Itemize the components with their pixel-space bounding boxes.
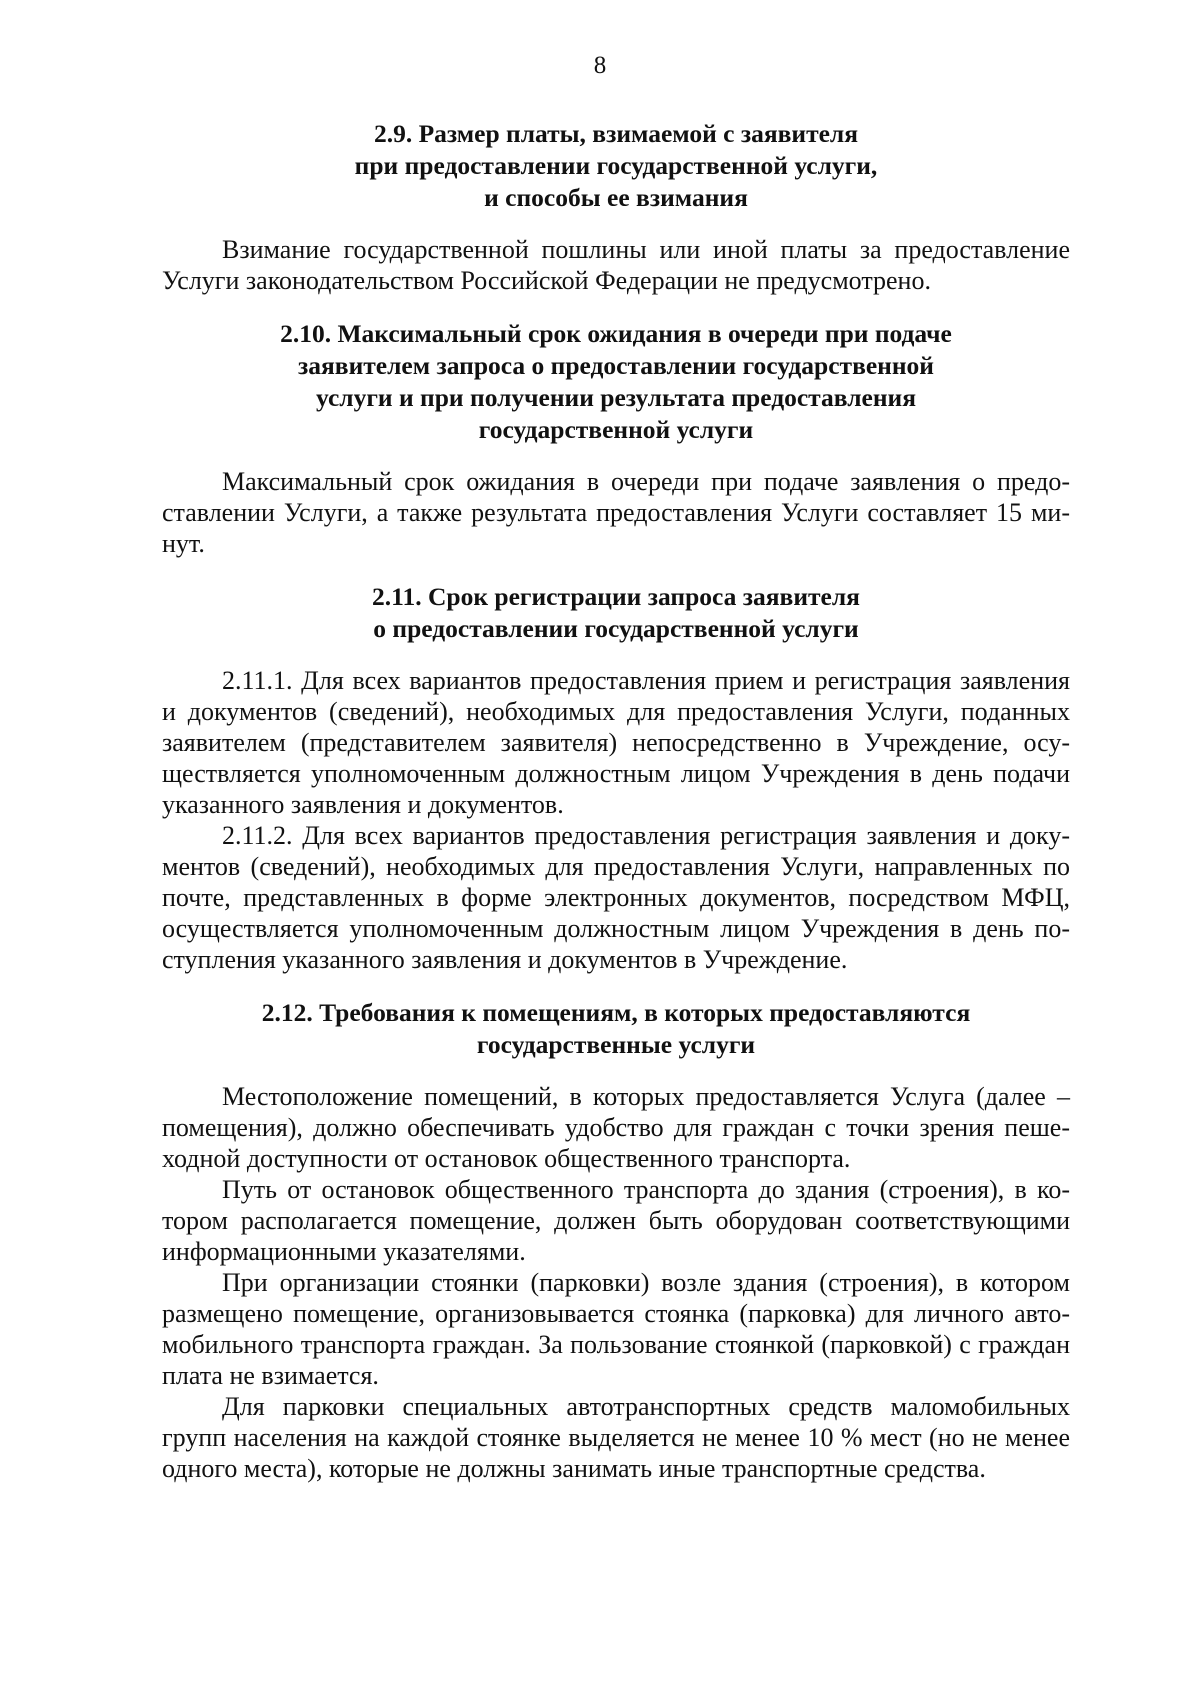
heading-line: государственные услуги [476, 1030, 756, 1059]
heading-line: 2.12. Требования к помещениям, в которых предоставляются [261, 998, 971, 1027]
section-heading [162, 581, 1070, 645]
section-heading [162, 318, 1070, 446]
paragraph: При организации стоянки (парковки) возле здания (строения), в котором размещено помещение, организовывается стоянка (парковка) для личного автомобильного транспорта граждан. За пользование стоянкой (парковкой) с граждан плата не взимается. [162, 1268, 1070, 1390]
heading-line: 2.11. Срок регистрации запроса заявителя [372, 582, 860, 611]
heading-line: заявителем запроса о предоставлении государственной [298, 351, 934, 380]
paragraph: Местоположение помещений, в которых предоставляется Услуга (далее – помещения), должно обеспечивать удобство для граждан с точки зрения пешеходной доступности от остановок общественного транспорта. [162, 1082, 1070, 1173]
document-body [162, 118, 1070, 1506]
section-heading [162, 997, 1070, 1061]
section-heading [162, 118, 1070, 214]
paragraph: Максимальный срок ожидания в очереди при подаче заявления о предоставлении Услуги, а также результата предоставления Услуги составляет 15 минут. [162, 467, 1070, 558]
paragraph: Для парковки специальных автотранспортных средств маломобильных групп населения на каждой стоянке выделяется не менее 10 % мест (но не менее одного места), которые не должны занимать иные транспортные средства. [162, 1392, 1070, 1483]
section-2-10 [162, 318, 1070, 559]
heading-line: и способы ее взимания [484, 183, 748, 212]
paragraph: 2.11.2. Для всех вариантов предоставления регистрация заявления и документов (сведений), необходимых для предоставления Услуги, направленных по почте, представленных в форме электронных документов, посредством МФЦ, осуществляется уполномоченным должностным лицом Учреждения в день поступления указанного заявления и документов в Учреждение. [162, 821, 1070, 974]
page-number: 8 [593, 52, 607, 79]
heading-line: при предоставлении государственной услуги, [354, 151, 878, 180]
heading-line: государственной услуги [478, 415, 754, 444]
heading-line: о предоставлении государственной услуги [373, 614, 859, 643]
paragraph: Взимание государственной пошлины или иной платы за предоставление Услуги законодательством Российской Федерации не предусмотрено. [162, 235, 1070, 295]
heading-line: 2.9. Размер платы, взимаемой с заявителя [373, 119, 859, 148]
paragraph: Путь от остановок общественного транспорта до здания (строения), в котором располагается помещение, должен быть оборудован соответствующими информационными указателями. [162, 1175, 1070, 1266]
section-2-9 [162, 118, 1070, 296]
heading-line: 2.10. Максимальный срок ожидания в очереди при подаче [280, 319, 952, 348]
paragraph: 2.11.1. Для всех вариантов предоставления прием и регистрация заявления и документов (сведений), необходимых для предоставления Услуги, поданных заявителем (представителем заявителя) непосредственно в Учреждение, осуществляется уполномоченным должностным лицом Учреждения в день подачи указанного заявления и документов. [162, 666, 1070, 819]
section-2-11 [162, 581, 1070, 975]
heading-line: услуги и при получении результата предоставления [316, 383, 916, 412]
section-2-12 [162, 997, 1070, 1484]
